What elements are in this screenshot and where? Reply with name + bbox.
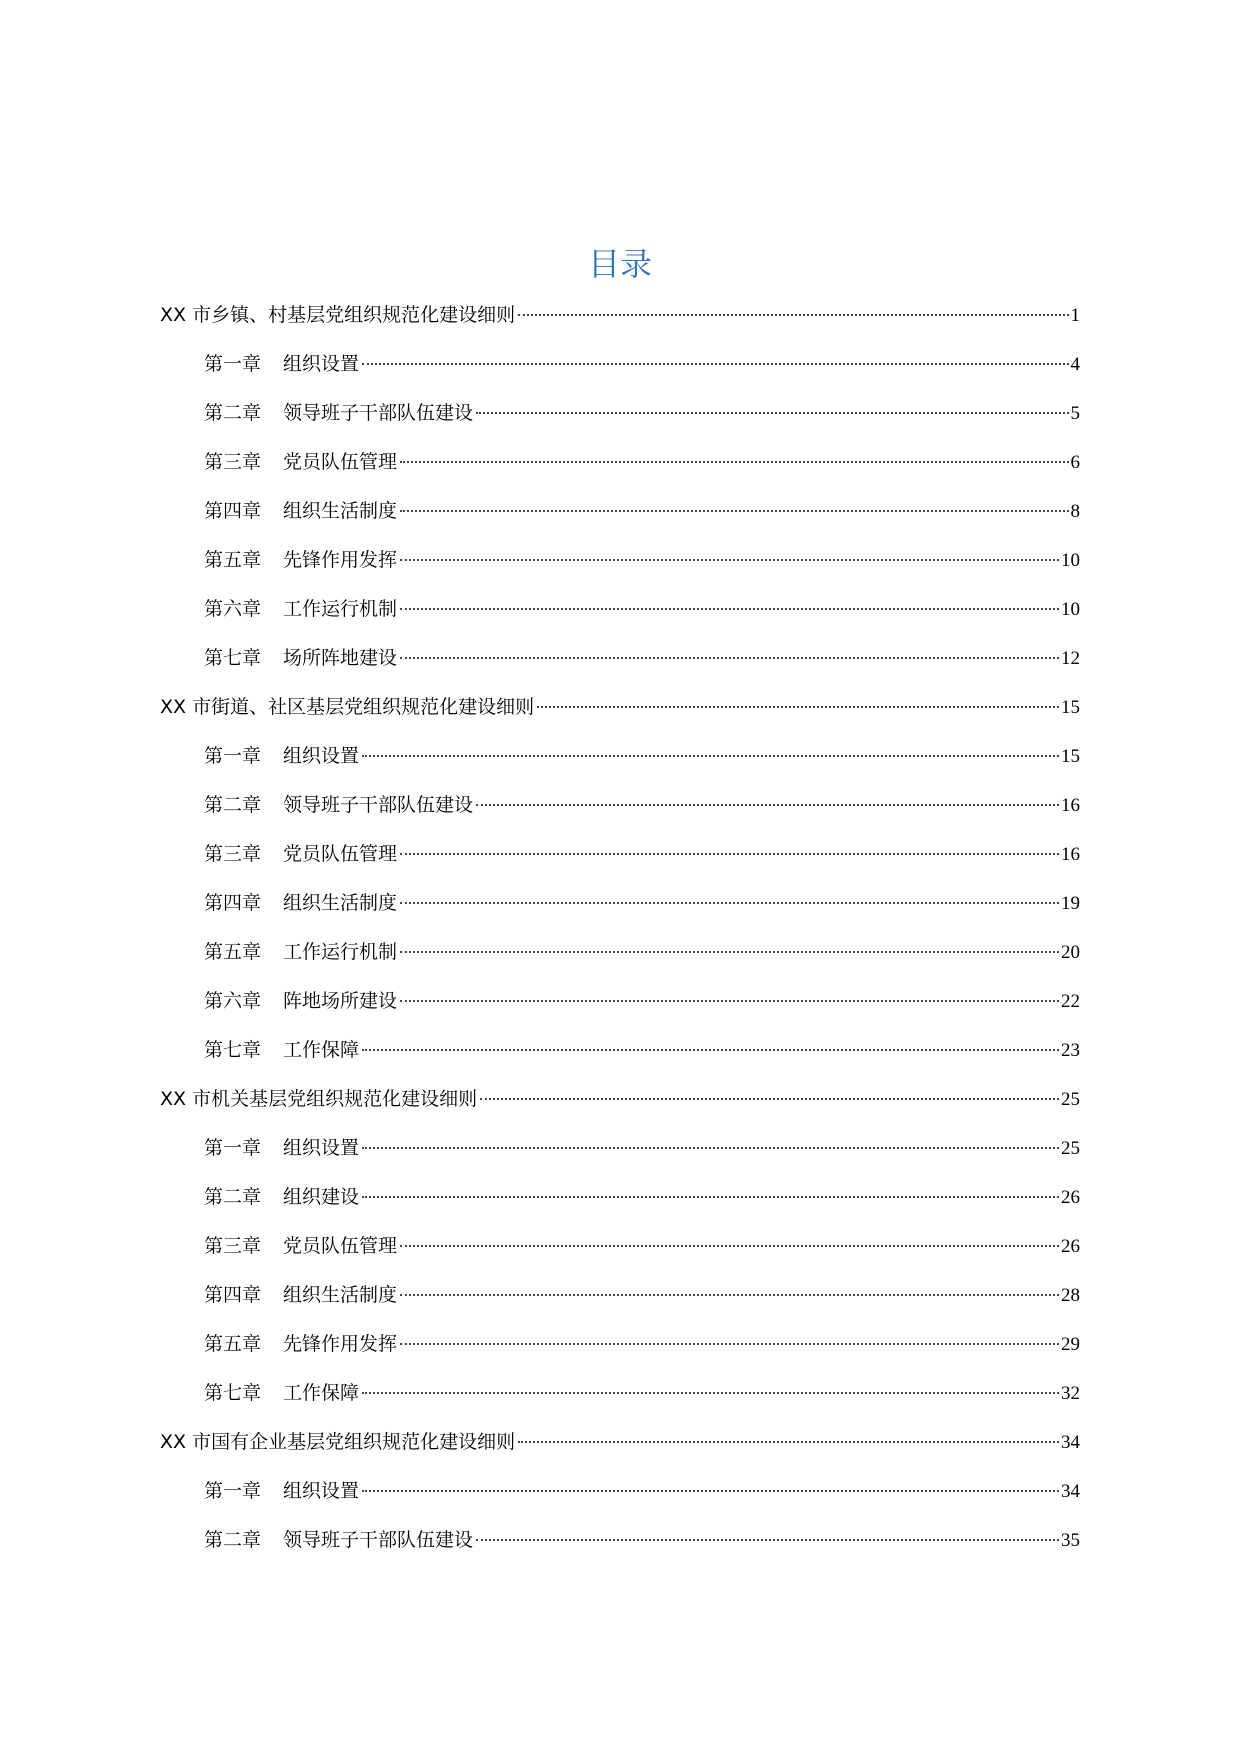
toc-entry-title: 组织设置 (283, 1137, 360, 1159)
toc-entry-title: 领导班子干部队伍建设 (283, 1529, 474, 1551)
toc-entry-title: XX 市乡镇、村基层党组织规范化建设细则 (160, 304, 516, 326)
toc-page-number: 22 (1061, 991, 1080, 1012)
toc-dot-leader (476, 1539, 1059, 1541)
toc-chapter-number: 第二章 (204, 794, 262, 816)
toc-page-number: 20 (1061, 942, 1080, 963)
toc-dot-leader (362, 363, 1068, 365)
toc-dot-leader (400, 1343, 1059, 1345)
toc-dot-leader (476, 412, 1068, 414)
toc-chapter-entry[interactable] (160, 543, 1080, 592)
toc-page-number: 28 (1061, 1285, 1080, 1306)
toc-entry-title: XX 市国有企业基层党组织规范化建设细则 (160, 1431, 516, 1453)
toc-chapter-number: 第一章 (204, 1480, 262, 1502)
toc-page-number: 12 (1061, 648, 1080, 669)
toc-dot-leader (400, 559, 1059, 561)
toc-entry-text (204, 1376, 359, 1410)
toc-chapter-entry[interactable] (160, 1376, 1080, 1425)
toc-page-number: 35 (1061, 1530, 1080, 1551)
toc-page-number: 4 (1070, 354, 1080, 375)
toc-entry-title: 组织生活制度 (283, 500, 398, 522)
toc-entry-title: 场所阵地建设 (283, 647, 398, 669)
toc-entry-text (204, 935, 397, 969)
toc-entry-text (204, 1131, 359, 1165)
toc-dot-leader (476, 804, 1059, 806)
toc-entry-title: 党员队伍管理 (283, 451, 398, 473)
toc-entry-text (160, 690, 534, 724)
toc-dot-leader (362, 755, 1059, 757)
toc-page-number: 34 (1061, 1432, 1080, 1453)
toc-page-number: 1 (1070, 305, 1080, 326)
toc-entry-title: 工作保障 (283, 1039, 360, 1061)
toc-entry-text (204, 788, 473, 822)
toc-dot-leader (400, 461, 1068, 463)
toc-dot-leader (362, 1392, 1059, 1394)
toc-dot-leader (400, 951, 1059, 953)
toc-entry-text (160, 1082, 477, 1116)
toc-chapter-entry[interactable] (160, 1523, 1080, 1572)
toc-dot-leader (400, 1245, 1059, 1247)
toc-entry-text (204, 445, 397, 479)
toc-chapter-number: 第七章 (204, 647, 262, 669)
toc-chapter-entry[interactable] (160, 739, 1080, 788)
toc-chapter-number: 第四章 (204, 500, 262, 522)
toc-chapter-number: 第三章 (204, 451, 262, 473)
toc-chapter-entry[interactable] (160, 396, 1080, 445)
toc-entry-title: 领导班子干部队伍建设 (283, 402, 474, 424)
toc-entry-text (204, 1278, 397, 1312)
toc-entry-title: 组织生活制度 (283, 892, 398, 914)
toc-entry-title: 先锋作用发挥 (283, 1333, 398, 1355)
toc-chapter-entry[interactable] (160, 1229, 1080, 1278)
toc-chapter-entry[interactable] (160, 788, 1080, 837)
toc-dot-leader (362, 1147, 1059, 1149)
toc-chapter-number: 第六章 (204, 598, 262, 620)
toc-entry-title: 党员队伍管理 (283, 1235, 398, 1257)
toc-page-number: 16 (1061, 844, 1080, 865)
toc-page-number: 19 (1061, 893, 1080, 914)
toc-chapter-number: 第三章 (204, 1235, 262, 1257)
toc-chapter-entry[interactable] (160, 1180, 1080, 1229)
toc-entry-text (204, 1229, 397, 1263)
toc-entry-title: 组织生活制度 (283, 1284, 398, 1306)
toc-page-number: 32 (1061, 1383, 1080, 1404)
toc-page-number: 16 (1061, 795, 1080, 816)
toc-page-number: 34 (1061, 1481, 1080, 1502)
toc-section-entry[interactable] (160, 1082, 1080, 1131)
toc-chapter-number: 第二章 (204, 1529, 262, 1551)
toc-page-number: 25 (1061, 1138, 1080, 1159)
toc-entry-text (204, 1523, 473, 1557)
toc-chapter-number: 第三章 (204, 843, 262, 865)
toc-page-number: 15 (1061, 697, 1080, 718)
toc-entry-text (204, 984, 397, 1018)
toc-page-number: 10 (1061, 599, 1080, 620)
toc-entry-text (160, 1425, 515, 1459)
toc-chapter-entry[interactable] (160, 1033, 1080, 1082)
toc-page-number: 10 (1061, 550, 1080, 571)
toc-entry-title: 组织建设 (283, 1186, 360, 1208)
toc-chapter-entry[interactable] (160, 837, 1080, 886)
toc-entry-text (204, 1033, 359, 1067)
toc-entry-title: XX 市街道、社区基层党组织规范化建设细则 (160, 696, 535, 718)
toc-chapter-number: 第七章 (204, 1382, 262, 1404)
toc-entry-text (160, 298, 515, 332)
toc-chapter-number: 第七章 (204, 1039, 262, 1061)
toc-dot-leader (400, 510, 1068, 512)
toc-entry-title: 党员队伍管理 (283, 843, 398, 865)
toc-chapter-entry[interactable] (160, 592, 1080, 641)
toc-chapter-entry[interactable] (160, 935, 1080, 984)
toc-chapter-number: 第一章 (204, 353, 262, 375)
toc-entry-text (204, 837, 397, 871)
toc-chapter-number: 第五章 (204, 941, 262, 963)
toc-entry-text (204, 396, 473, 430)
toc-chapter-entry[interactable] (160, 984, 1080, 1033)
toc-entry-title: 领导班子干部队伍建设 (283, 794, 474, 816)
toc-dot-leader (400, 853, 1059, 855)
toc-section-entry[interactable] (160, 1425, 1080, 1474)
toc-chapter-number: 第五章 (204, 1333, 262, 1355)
toc-section-entry[interactable] (160, 298, 1080, 347)
toc-dot-leader (400, 1000, 1059, 1002)
toc-dot-leader (480, 1098, 1059, 1100)
toc-dot-leader (362, 1049, 1059, 1051)
toc-section-entry[interactable] (160, 690, 1080, 739)
toc-entry-text (204, 739, 359, 773)
toc-entry-title: 先锋作用发挥 (283, 549, 398, 571)
toc-chapter-number: 第一章 (204, 1137, 262, 1159)
toc-chapter-number: 第一章 (204, 745, 262, 767)
toc-chapter-entry[interactable] (160, 347, 1080, 396)
toc-dot-leader (400, 608, 1059, 610)
toc-dot-leader (518, 314, 1068, 316)
toc-dot-leader (362, 1196, 1059, 1198)
toc-entry-text (204, 592, 397, 626)
toc-page-number: 23 (1061, 1040, 1080, 1061)
toc-dot-leader (400, 902, 1059, 904)
toc-page-number: 25 (1061, 1089, 1080, 1110)
toc-page-number: 26 (1061, 1187, 1080, 1208)
toc-entry-title: 工作保障 (283, 1382, 360, 1404)
toc-entry-text (204, 1180, 359, 1214)
toc-entry-text (204, 1474, 359, 1508)
toc-entry-title: 阵地场所建设 (283, 990, 398, 1012)
toc-chapter-entry[interactable] (160, 641, 1080, 690)
toc-page-number: 5 (1070, 403, 1080, 424)
toc-chapter-entry[interactable] (160, 1327, 1080, 1376)
toc-dot-leader (400, 657, 1059, 659)
toc-page-number: 26 (1061, 1236, 1080, 1257)
toc-page-number: 6 (1070, 452, 1080, 473)
toc-entry-text (204, 886, 397, 920)
toc-entry-text (204, 641, 397, 675)
toc-chapter-entry[interactable] (160, 1474, 1080, 1523)
toc-entry-title: 组织设置 (283, 353, 360, 375)
toc-chapter-number: 第六章 (204, 990, 262, 1012)
toc-entry-title: 组织设置 (283, 745, 360, 767)
toc-chapter-number: 第二章 (204, 402, 262, 424)
toc-chapter-entry[interactable] (160, 1131, 1080, 1180)
toc-chapter-number: 第五章 (204, 549, 262, 571)
toc-chapter-number: 第四章 (204, 1284, 262, 1306)
toc-entry-title: XX 市机关基层党组织规范化建设细则 (160, 1088, 478, 1110)
toc-page-number: 8 (1070, 501, 1080, 522)
toc-chapter-entry[interactable] (160, 494, 1080, 543)
toc-entry-title: 工作运行机制 (283, 941, 398, 963)
toc-page-number: 29 (1061, 1334, 1080, 1355)
toc-chapter-entry[interactable] (160, 1278, 1080, 1327)
table-of-contents (160, 298, 1080, 1572)
toc-entry-text (204, 347, 359, 381)
toc-entry-title: 组织设置 (283, 1480, 360, 1502)
toc-chapter-number: 第二章 (204, 1186, 262, 1208)
toc-entry-text (204, 543, 397, 577)
toc-entry-title: 工作运行机制 (283, 598, 398, 620)
toc-chapter-entry[interactable] (160, 445, 1080, 494)
toc-title: 目录 (587, 245, 652, 283)
toc-page-number: 15 (1061, 746, 1080, 767)
toc-entry-text (204, 1327, 397, 1361)
toc-chapter-number: 第四章 (204, 892, 262, 914)
toc-dot-leader (400, 1294, 1059, 1296)
toc-dot-leader (518, 1441, 1059, 1443)
toc-dot-leader (362, 1490, 1059, 1492)
toc-dot-leader (537, 706, 1059, 708)
toc-chapter-entry[interactable] (160, 886, 1080, 935)
toc-entry-text (204, 494, 397, 528)
